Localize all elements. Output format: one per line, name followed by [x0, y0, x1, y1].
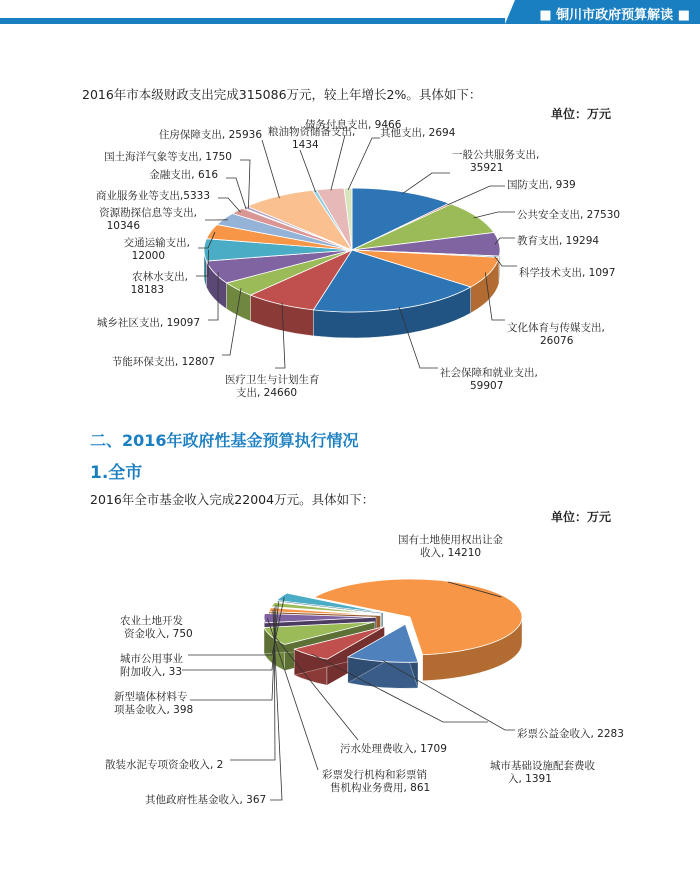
section2-heading: 二、2016年政府性基金预算执行情况	[90, 431, 359, 450]
pie-1-label-group-2	[474, 208, 621, 221]
pie-1-label-line2-7: 支出, 24660	[236, 387, 298, 399]
pie-1-label-16: 住房保障支出, 25936	[158, 129, 262, 141]
section2-subheading: 1.全市	[90, 463, 143, 483]
pie-1-label-13: 商业服务业等支出,5333	[95, 190, 210, 202]
pie-1-label-6: 社会保障和就业支出,	[440, 367, 538, 379]
pie-1-label-8: 节能环保支出, 12807	[111, 356, 215, 368]
pie-1-label-group-19	[348, 126, 456, 190]
pie-2-label-line2-9: 资金收入, 750	[124, 628, 193, 640]
pie-2-label-line2-8: 附加收入, 33	[120, 666, 183, 678]
pie-1-label-7: 医疗卫生与计划生育	[225, 374, 320, 386]
pie-1-label-group-14	[149, 168, 246, 209]
pie-1-leader-16	[262, 140, 279, 198]
pie-1-label-line2-10: 18183	[130, 284, 164, 296]
pie-2-label-9: 农业土地开发	[120, 615, 183, 627]
pie-1-leader-15	[240, 160, 250, 208]
pie-1-label-19: 其他支出, 2694	[380, 127, 456, 139]
pie-1-label-12: 资源勘探信息等支出,	[99, 207, 197, 219]
pie-1-label-group-5	[485, 272, 605, 347]
section2-intro: 2016年全市基金收入完成22004万元。具体如下：	[90, 492, 375, 507]
header-rule	[0, 18, 505, 24]
pie-1-leader-2	[474, 212, 515, 218]
pie-1-leader-17	[300, 150, 316, 192]
pie-2-label-5: 其他政府性基金收入, 367	[145, 794, 267, 806]
pie-1-label-9: 城乡社区支出, 19097	[96, 317, 200, 329]
pie-2-label-group-1	[382, 660, 623, 740]
pie-1-leader-1	[447, 186, 505, 205]
pie-1-label-group-12	[99, 206, 228, 232]
pie-1-label-15: 国土海洋气象等支出, 1750	[104, 151, 232, 163]
pie-2-label-line2-0: 收入, 14210	[420, 547, 482, 559]
pie-2-label-2: 城市基础设施配套费收	[490, 760, 595, 772]
pie-1-leader-14	[226, 178, 246, 209]
pie-1-label-group-4	[495, 257, 616, 279]
pie-2-label-group-8	[120, 602, 279, 678]
section1-unit: 单位：万元	[551, 107, 612, 121]
pie-1-leader-19	[348, 138, 380, 190]
pie-1-label-group-16	[159, 128, 280, 198]
pie-1-label-17: 粮油物资储备支出,	[268, 126, 356, 138]
expenditure-pie-chart	[0, 118, 700, 418]
pie-2-label-7: 新型墙体材料专	[114, 691, 188, 703]
pie-1-label-line2-0: 35921	[470, 162, 504, 174]
pie-1-label-0: 一般公共服务支出,	[452, 149, 540, 161]
pie-2-label-line2-2: 入, 1391	[508, 773, 552, 785]
pie-1-leader-13	[218, 198, 241, 212]
pie-1-label-14: 金融支出, 616	[149, 169, 218, 181]
pie-1-label-2: 公共安全支出, 27530	[517, 209, 621, 221]
header-bar	[0, 0, 700, 24]
pie-1-label-line2-11: 12000	[131, 250, 165, 262]
pie-1-leader-0	[402, 173, 450, 194]
pie-2-label-1: 彩票公益金收入, 2283	[517, 728, 624, 740]
pie-1-label-5: 文化体育与传媒支出,	[507, 322, 605, 334]
pie-2-label-6: 散装水泥专项资金收入, 2	[105, 759, 224, 771]
pie-2-leader-7	[190, 605, 276, 700]
pie-1-label-group-1	[447, 178, 575, 205]
pie-2-label-line2-4: 售机构业务费用, 861	[330, 782, 431, 794]
pie-1-label-18: 债务付息支出, 9466	[305, 119, 402, 131]
pie-1-label-4: 科学技术支出, 1097	[519, 267, 616, 279]
fund-revenue-pie-chart	[0, 525, 700, 825]
pie-1-label-group-17	[268, 125, 355, 192]
pie-1-label-11: 交通运输支出,	[123, 237, 190, 249]
pie-1-label-line2-12: 10346	[106, 220, 140, 232]
pie-1-label-3: 教育支出, 19294	[517, 235, 600, 247]
pie-1-label-group-3	[495, 234, 599, 247]
pie-2-label-group-9	[120, 597, 284, 655]
pie-1-leader-18	[331, 135, 345, 191]
pie-2-label-4: 彩票发行机构和彩票销	[322, 769, 427, 781]
header-title: ■ 铜川市政府预算解读 ■	[539, 8, 690, 23]
section1-intro: 2016年市本级财政支出完成315086万元，较上年增长2%。具体如下：	[82, 87, 482, 102]
pie-2-label-line2-7: 项基金收入, 398	[114, 704, 194, 716]
pie-1-label-10: 农林水支出,	[132, 271, 188, 283]
pie-2-label-3: 污水处理费收入, 1709	[340, 743, 447, 755]
pie-1-label-line2-17: 1434	[292, 139, 319, 151]
pie-1-label-line2-5: 26076	[540, 335, 574, 347]
pie-2-label-0: 国有土地使用权出让金	[398, 534, 503, 546]
pie-1-label-group-11	[124, 232, 215, 262]
section2-unit: 单位：万元	[551, 510, 612, 524]
pie-2-label-8: 城市公用事业	[120, 653, 183, 665]
pie-1-label-1: 国防支出, 939	[507, 179, 576, 191]
pie-1-label-line2-6: 59907	[470, 380, 504, 392]
